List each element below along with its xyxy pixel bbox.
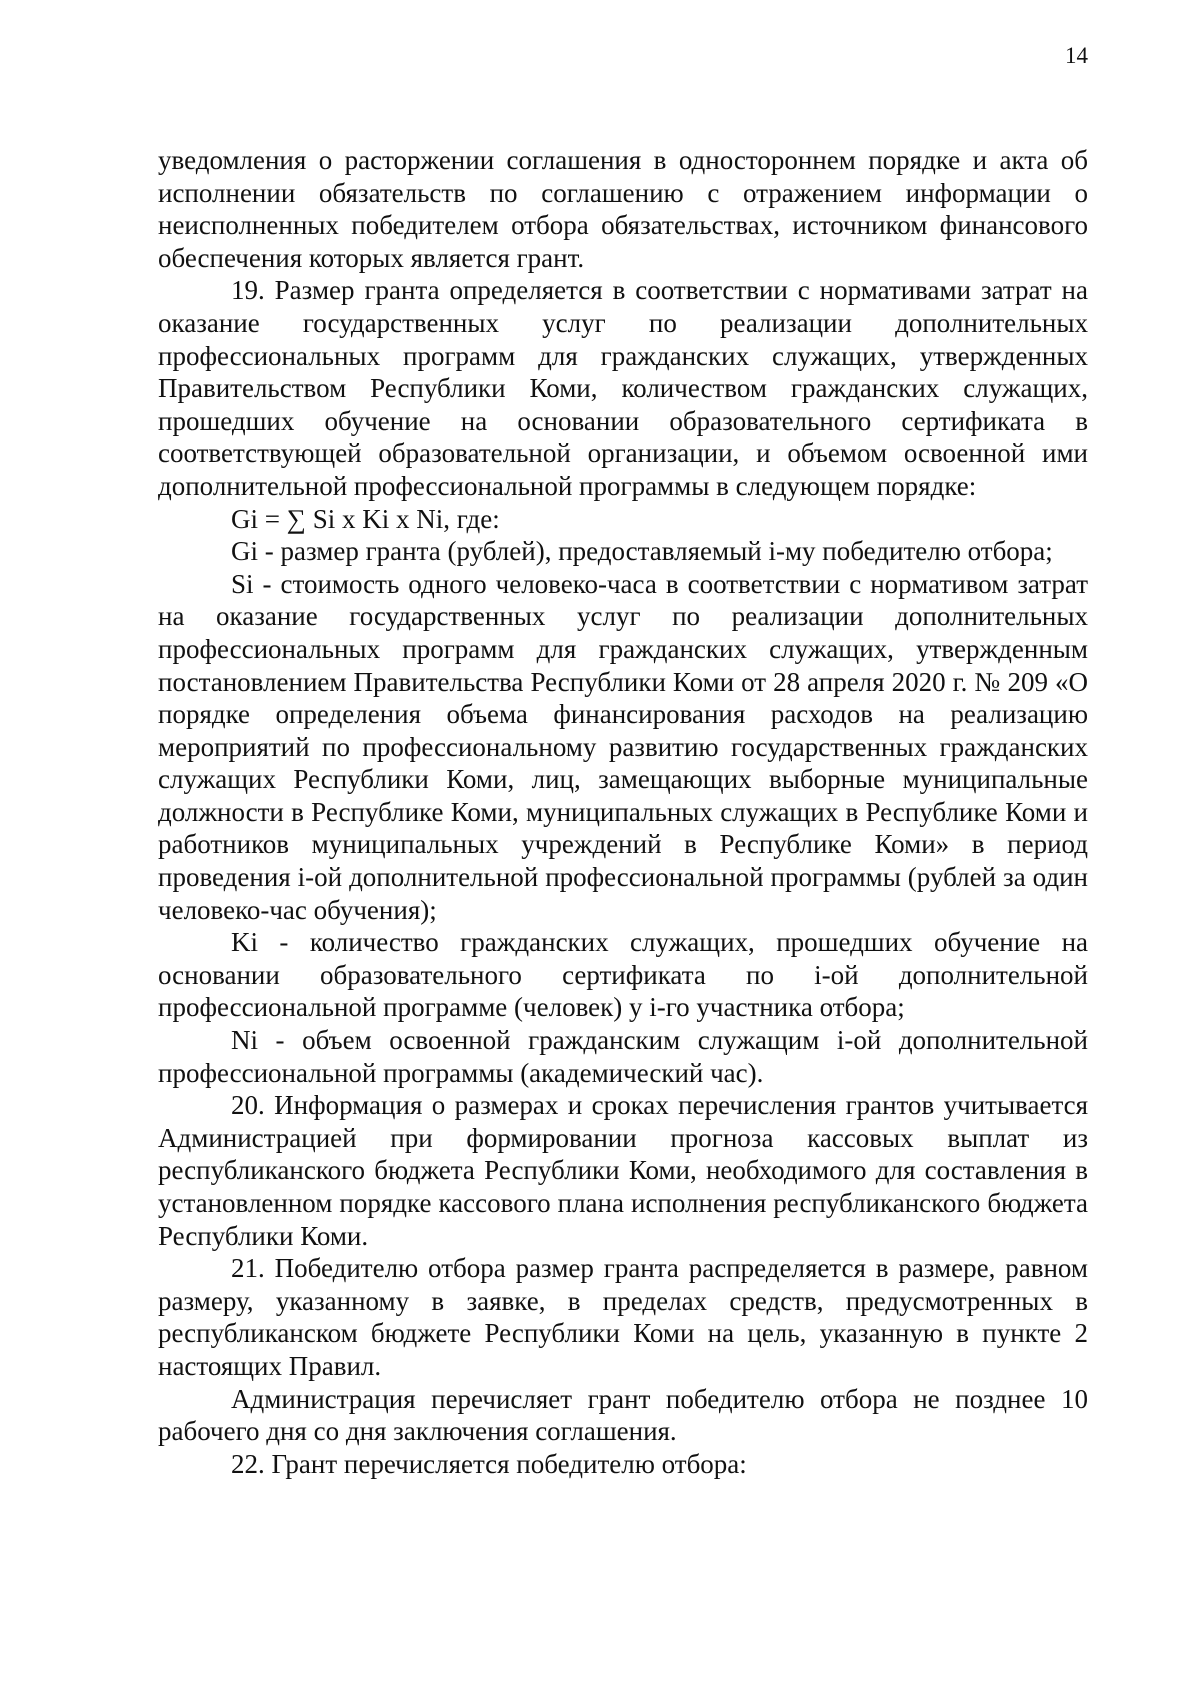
paragraph: Ki - количество гражданских служащих, прошедших обучение на основании образовательного сертификата по i-ой дополнительной профессиональной программе (человек) у i-го участника отбора; (158, 927, 1088, 1023)
paragraph: 21. Победителю отбора размер гранта распределяется в размере, равном размеру, указанному в заявке, в пределах средств, предусмотренных в республиканском бюджете Республики Коми на цель, указанную в пункте 2 настоящих Правил. (158, 1253, 1088, 1381)
paragraph: уведомления о расторжении соглашения в одностороннем порядке и акта об исполнении обязательств по соглашению с отражением информации о неисполненных победителем отбора обязательствах, источником финансового обеспечения которых является грант. (158, 145, 1088, 273)
paragraph: 22. Грант перечисляется победителю отбора: (231, 1448, 747, 1479)
paragraph: Администрация перечисляет грант победителю отбора не позднее 10 рабочего дня со дня заключения соглашения. (158, 1383, 1088, 1447)
page-number: 14 (1065, 43, 1088, 68)
paragraph: Ni - объем освоенной гражданским служащим i-ой дополнительной профессиональной программы (академический час). (158, 1025, 1088, 1088)
paragraph: 19. Размер гранта определяется в соответствии с нормативами затрат на оказание государственных услуг по реализации дополнительных профессиональных программ для гражданских служащих, утвержденных Правительством Республики Коми, количеством гражданских служащих, прошедших обучение на основании образовательного сертификата в соответствующей образовательной организации, и объемом освоенной ими дополнительной профессиональной программы в следующем порядке: (158, 275, 1088, 501)
paragraph: 20. Информация о размерах и сроках перечисления грантов учитывается Администрацией при формировании прогноза кассовых выплат из республиканского бюджета Республики Коми, необходимого для составления в установленном порядке кассового плана исполнения республиканского бюджета Республики Коми. (158, 1090, 1088, 1251)
document-body (158, 144, 1088, 1480)
paragraph: Gi - размер гранта (рублей), предоставляемый i-му победителю отбора; (231, 536, 1053, 567)
paragraph: Gi = ∑ Si x Ki x Ni, где: (231, 503, 500, 534)
paragraph: Si - стоимость одного человеко-часа в соответствии с нормативом затрат на оказание государственных услуг по реализации дополнительных профессиональных программ для гражданских служащих, утвержденным постановлением Правительства Республики Коми от 28 апреля 2020 г. № 209 «О порядке определения объема финансирования расходов на реализацию мероприятий по профессиональному развитию государственных гражданских служащих Республики Коми, лиц, замещающих выборные муниципальные должности в Республике Коми, муниципальных служащих в Республике Коми и работников муниципальных учреждений в Республике Коми» в период проведения i-ой дополнительной профессиональной программы (рублей за один человеко-час обучения); (158, 568, 1088, 925)
